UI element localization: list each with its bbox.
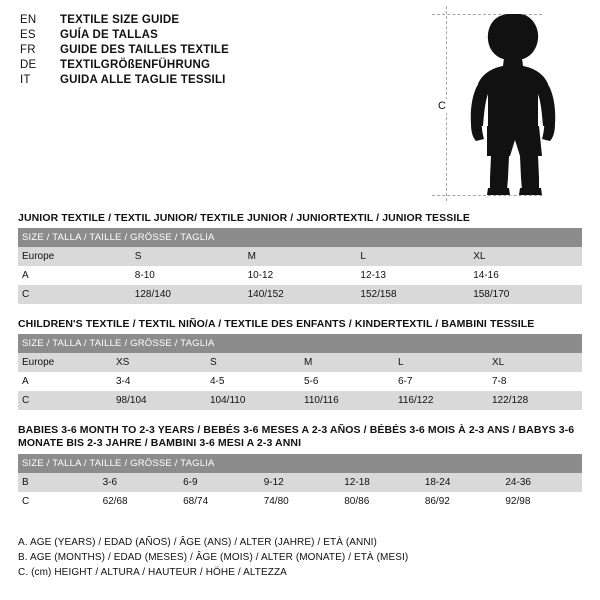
table-header-label: SIZE / TALLA / TAILLE / GRÖSSE / TAGLIA [18,228,582,247]
legend-block [18,535,582,580]
table-row [18,372,582,391]
language-title: GUIDA ALLE TAGLIE TESSILI [60,74,226,86]
cell: 128/140 [131,285,244,304]
cell: XL [488,353,582,372]
measurement-figure [432,6,582,201]
language-row [20,29,440,41]
cell: 98/104 [112,391,206,410]
language-code: FR [20,44,36,56]
table-row [18,247,582,266]
cell: 80/86 [340,492,421,511]
language-code: DE [20,59,37,71]
row-label: A [18,372,112,391]
table-row [18,473,582,492]
table-header-label: SIZE / TALLA / TAILLE / GRÖSSE / TAGLIA [18,334,582,353]
language-row [20,14,440,26]
junior-size-table [18,228,582,304]
height-measure-label: C [438,100,446,112]
cell: 140/152 [244,285,357,304]
language-title: TEXTILE SIZE GUIDE [60,14,180,26]
cell: L [356,247,469,266]
cell: 116/122 [394,391,488,410]
cell: 4-5 [206,372,300,391]
cell: 3-4 [112,372,206,391]
cell: 12-13 [356,266,469,285]
cell: 12-18 [340,473,421,492]
row-label: C [18,391,112,410]
table-row [18,285,582,304]
cell: 152/158 [356,285,469,304]
table-header-row [18,228,582,247]
cell: 86/92 [421,492,502,511]
section-title: JUNIOR TEXTILE / TEXTIL JUNIOR/ TEXTILE JUNIOR / JUNIORTEXTIL / JUNIOR TESSILE [18,212,470,224]
cell: 68/74 [179,492,260,511]
table-header-label: SIZE / TALLA / TAILLE / GRÖSSE / TAGLIA [18,454,582,473]
row-label: Europe [18,247,131,266]
cell: L [394,353,488,372]
row-label: A [18,266,131,285]
language-title-list [20,14,440,89]
language-code: ES [20,29,36,41]
table-row [18,391,582,410]
language-row [20,74,440,86]
table-header-row [18,454,582,473]
child-silhouette-icon [460,14,570,196]
legend-line: C. (cm) HEIGHT / ALTURA / HAUTEUR / HÖHE / ALTEZZA [18,567,287,578]
row-label: Europe [18,353,112,372]
cell: 18-24 [421,473,502,492]
language-title: GUÍA DE TALLAS [60,29,158,41]
cell: 110/116 [300,391,394,410]
section-title: CHILDREN'S TEXTILE / TEXTIL NIÑO/A / TEXTILE DES ENFANTS / KINDERTEXTIL / BAMBINI TESSILE [18,318,535,330]
section-title: BABIES 3-6 MONTH TO 2-3 YEARS / BEBÉS 3-6 MESES A 2-3 AÑOS / BÉBÉS 3-6 MOIS À 2-3 ANS / BABYS 3-6 MONATE BIS 2-3 JAHRE / BAMBINI 3-6 MESI A 2-3 ANNI [18,424,575,449]
language-code: IT [20,74,31,86]
table-row [18,353,582,372]
row-label: B [18,473,99,492]
cell: 74/80 [260,492,341,511]
cell: 8-10 [131,266,244,285]
language-title: GUIDE DES TAILLES TEXTILE [60,44,229,56]
language-row [20,59,440,71]
legend-line: B. AGE (MONTHS) / EDAD (MESES) / ÂGE (MOIS) / ALTER (MONATE) / ETÀ (MESI) [18,552,409,563]
cell: 158/170 [469,285,582,304]
language-row [20,44,440,56]
section-junior [18,212,582,304]
cell: 9-12 [260,473,341,492]
language-title: TEXTILGRÖßENFÜHRUNG [60,59,211,71]
babies-size-table [18,454,582,511]
cell: 92/98 [501,492,582,511]
cell: 5-6 [300,372,394,391]
cell: 14-16 [469,266,582,285]
table-row [18,492,582,511]
cell: 24-36 [501,473,582,492]
children-size-table [18,334,582,410]
row-label: C [18,492,99,511]
cell: S [131,247,244,266]
cell: 7-8 [488,372,582,391]
cell: M [244,247,357,266]
cell: 10-12 [244,266,357,285]
legend-line: A. AGE (YEARS) / EDAD (AÑOS) / ÂGE (ANS) / ALTER (JAHRE) / ETÀ (ANNI) [18,537,377,548]
section-babies [18,424,582,511]
table-header-row [18,334,582,353]
cell: 3-6 [99,473,180,492]
cell: XS [112,353,206,372]
row-label: C [18,285,131,304]
table-row [18,266,582,285]
cell: 62/68 [99,492,180,511]
cell: S [206,353,300,372]
language-code: EN [20,14,37,26]
cell: 122/128 [488,391,582,410]
cell: 6-7 [394,372,488,391]
cell: 6-9 [179,473,260,492]
section-children [18,318,582,410]
cell: XL [469,247,582,266]
cell: M [300,353,394,372]
cell: 104/110 [206,391,300,410]
